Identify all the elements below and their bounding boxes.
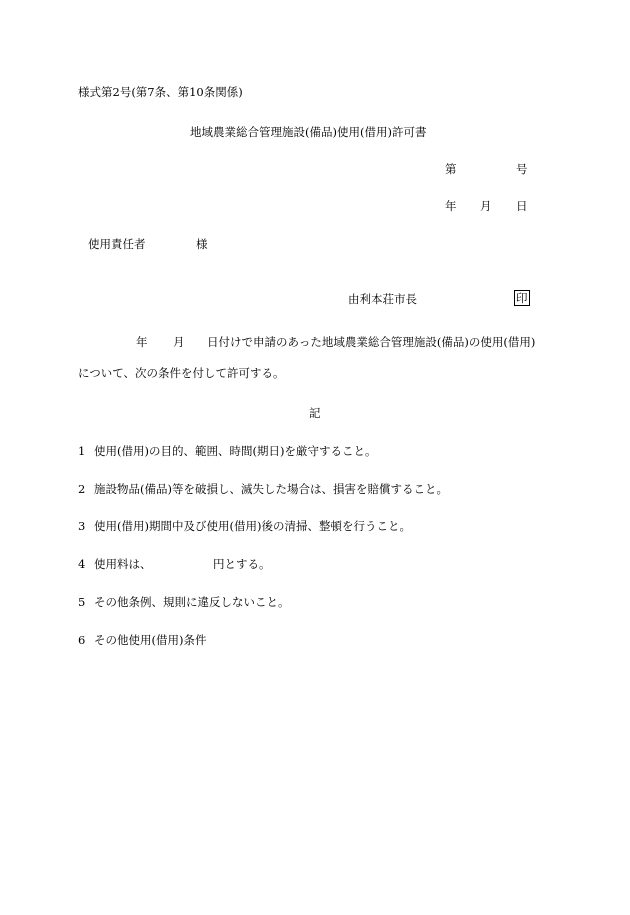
date-month: 月	[480, 199, 492, 213]
condition-number: 4	[78, 557, 86, 571]
body-year: 年	[136, 335, 148, 349]
condition-number: 2	[78, 482, 86, 496]
form-label: 様式第2号(第7条、第10条関係)	[78, 85, 243, 99]
condition-text: その他条例、規則に違反しないこと。	[94, 595, 290, 609]
condition-number: 1	[78, 444, 86, 458]
date-year: 年	[445, 199, 457, 213]
condition-text: 使用料は、	[94, 557, 152, 571]
ki-heading: 記	[309, 406, 321, 420]
condition-number: 5	[78, 595, 86, 609]
condition-number: 3	[78, 519, 86, 533]
condition-text: その他使用(借用)条件	[94, 633, 207, 647]
issuer-name: 由利本荘市長	[348, 292, 417, 306]
condition-text: 使用(借用)の目的、範囲、時間(期日)を厳守すること。	[94, 444, 377, 458]
condition-number: 6	[78, 633, 86, 647]
condition-text: 施設物品(備品)等を破損し、滅失した場合は、損害を賠償すること。	[94, 482, 448, 496]
condition-text: 使用(借用)期間中及び使用(借用)後の清掃、整頓を行うこと。	[94, 519, 411, 533]
addressee-honorific: 様	[196, 237, 208, 251]
condition-text-after: 円とする。	[213, 557, 271, 571]
document-title: 地域農業総合管理施設(備品)使用(借用)許可書	[190, 125, 427, 139]
seal-mark: 印	[516, 291, 528, 305]
date-day: 日	[516, 199, 528, 213]
number-dai: 第	[445, 162, 457, 176]
body-month: 月	[173, 335, 185, 349]
body-text-line1: 日付けで申請のあった地域農業総合管理施設(備品)の使用(借用)	[207, 335, 536, 349]
number-gou: 号	[516, 162, 528, 176]
addressee-label: 使用責任者	[88, 237, 146, 251]
body-text-line2: について、次の条件を付して許可する。	[78, 366, 285, 380]
